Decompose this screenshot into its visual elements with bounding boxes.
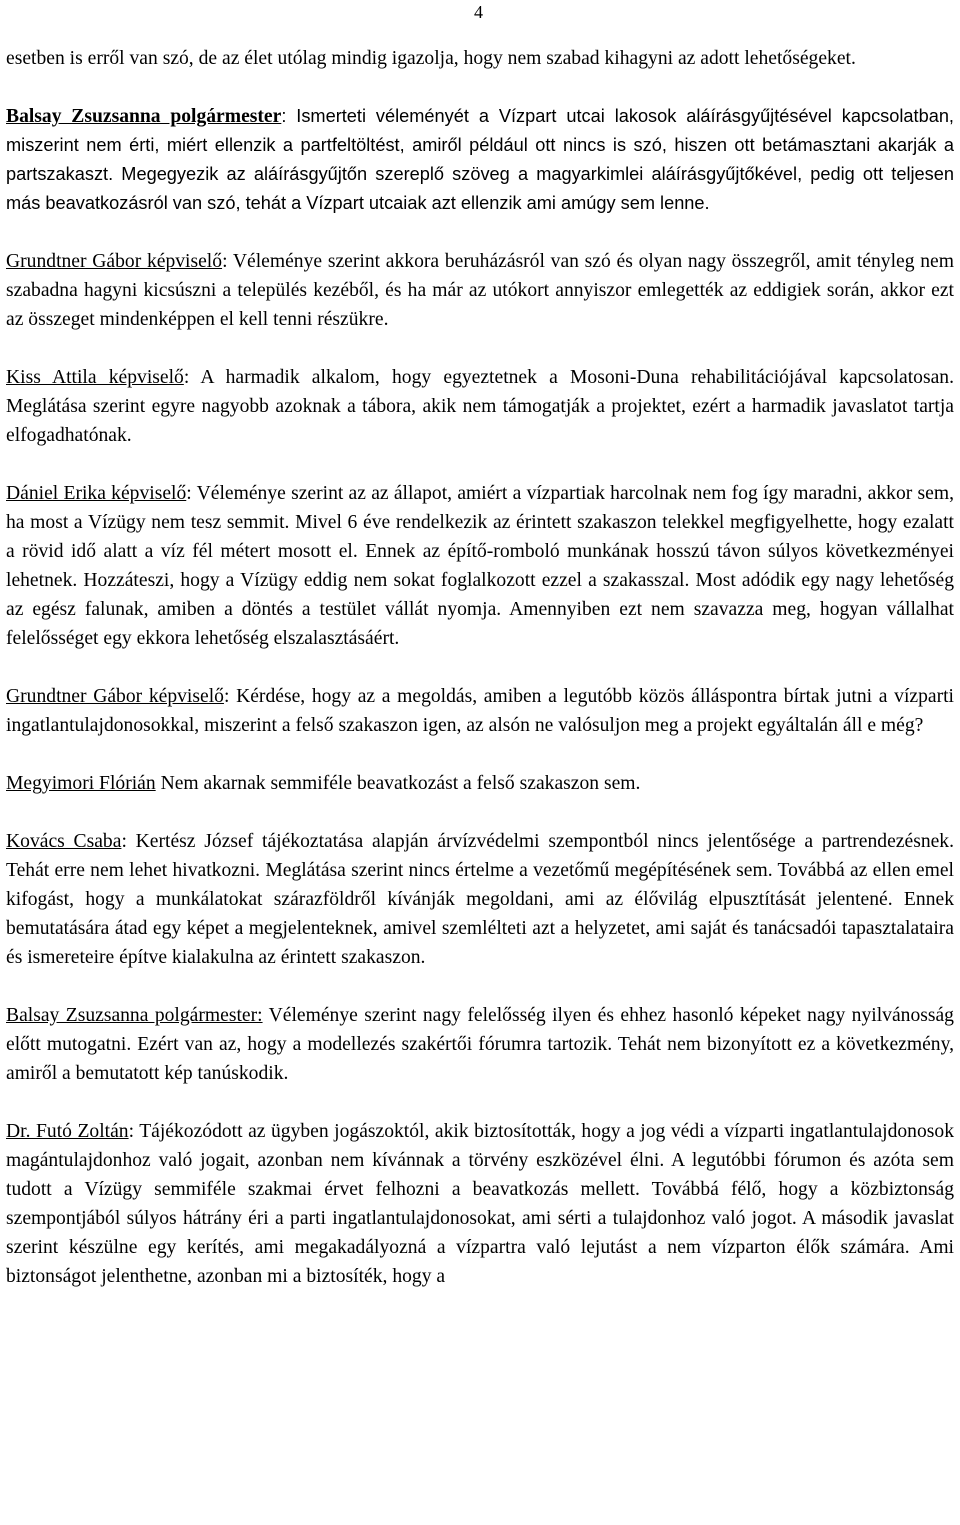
paragraph-text: Megegyezik az aláírásgyűjtőn szereplő szöveg a magyarkimlei aláírásgyűjtőkével, pedig ott teljesen más beavatkozásról van szó, tehát a Vízpart utcaiak azt ellenzik ami amúgy sem lenne. — [6, 164, 954, 213]
paragraph — [6, 827, 954, 972]
paragraph-text: : Kertész József tájékoztatása alapján árvízvédelmi szempontból nincs jelentősége a partrendezésnek. Tehát erre nem lehet hivatkozni. Meglátása szerint nincs értelme a vezetőmű megépítésének sem. Továbbá az ellen emel kifogást, hogy a munkálatokat szárazföldről kívánják megoldani, ami az élővilág elpusztítását jelentené. Ennek bemutatására átad egy képet a megjelenteknek, amivel szemlélteti azt a helyzetet, ami saját és tanácsadói tapasztalataira és ismereteire építve kialakulna az érintett szakaszon. — [6, 831, 955, 968]
paragraph — [6, 44, 954, 73]
paragraph-text: : Véleménye szerint az az állapot, amiért a vízpartiak harcolnak nem fog így maradni, akkor sem, ha most a Vízügy nem tesz semmit. Mivel 6 éve rendelkezik az érintett szakaszon telekkel megfigyelhette, hogy ezalatt a rövid idő alatt a víz fél métert mosott el. Ennek az építő-romboló munkának hosszú távon súlyos következményei lehetnek. Hozzáteszi, hogy a Vízügy eddig nem sokat foglalkozott ezzel a szakasszal. Most adódik egy nagy lehetőség az egész falunak, amiben a döntés a testület vállát nyomja. Amennyiben ezt nem szavazza meg, hogyan vállalhat felelősséget egy ekkora lehetőség elszalasztásáért. — [6, 483, 954, 649]
paragraph — [6, 769, 954, 798]
speaker-name: Grundtner Gábor képviselő — [6, 251, 223, 272]
paragraph-text: Nem akarnak semmiféle beavatkozást a felső szakaszon sem. — [155, 773, 641, 794]
paragraph — [6, 247, 954, 334]
paragraph-text: : Tájékozódott az ügyben jogászoktól, akik biztosították, hogy a jog védi a vízparti ingatlantulajdonosok magántulajdonhoz való jogait, azonban nem kívánnak a törvény eszközével élni. A legutóbbi fórumon és azóta sem tudott a Vízügy semmiféle szakmai érvet felhozni a beavatkozás mellett. Továbbá félő, hogy a közbiztonság szempontjából súlyos hátrány éri a parti ingatlantulajdonosokat, ami sérti a tulajdonhoz való jogot. A második javaslat szerint készülne egy kerítés, ami megakadályozná a vízpartra való lejutást a nem vízparton élők számára. Ami biztonságot jelenthetne, azonban mi a biztosíték, hogy a — [6, 1121, 954, 1287]
speaker-name: Dániel Erika képviselő — [6, 483, 187, 504]
document-body — [6, 44, 954, 1291]
paragraph-text: : Ismerteti véleményét a Vízpart utcai lakosok aláírásgyűjtésével kapcsolatban, miszerint nem érti, miért ellenzik a partfeltöltést, amiről például ott nincs is szó, hiszen ott betámasztani akarják a partszakaszt. — [6, 106, 954, 184]
paragraph — [6, 479, 954, 653]
paragraph — [6, 363, 954, 450]
page-number: 4 — [474, 2, 483, 22]
speaker-name: Grundtner Gábor képviselő — [6, 686, 224, 707]
speaker-name: Kovács Csaba — [6, 831, 122, 852]
paragraph-text: : Véleménye szerint akkora beruházásról van szó és olyan nagy összegről, amit tényleg nem szabadna hagyni kicsúszni a település kezéből, és ha már az utókort annyiszor emlegették az eddigiek során, akkor ezt az összeget mindenképpen el kell tenni részükre. — [6, 251, 954, 330]
speaker-name: Balsay Zsuzsanna polgármester: — [6, 1005, 263, 1026]
speaker-name: Balsay Zsuzsanna polgármester — [6, 106, 282, 127]
speaker-name: Kiss Attila képviselő — [6, 367, 184, 388]
speaker-name: Megyimori Flórián — [6, 773, 156, 794]
paragraph-text: : Kérdése, hogy az a megoldás, amiben a legutóbb közös álláspontra bírtak jutni a vízparti ingatlantulajdonosokkal, miszerint a felső szakaszon igen, az alsón ne valósuljon meg a projekt egyáltalán áll e még? — [6, 686, 955, 736]
paragraph-text: Véleménye szerint nagy felelősség ilyen és ehhez hasonló képeket nagy nyilvánosság előtt mutogatni. Ezért van az, hogy a modellezés szakértői fórumra tartozik. Tehát nem bizonyított ez a következmény, amiről a bemutatott kép tanúskodik. — [6, 1005, 954, 1084]
paragraph — [6, 1117, 954, 1291]
paragraph — [6, 102, 954, 218]
paragraph-text: esetben is erről van szó, de az élet utólag mindig igazolja, hogy nem szabad kihagyni az adott lehetőségeket. — [6, 48, 856, 69]
paragraph — [6, 1001, 954, 1088]
paragraph — [6, 682, 954, 740]
speaker-name: Dr. Futó Zoltán — [6, 1121, 129, 1142]
paragraph-text: : A harmadik alkalom, hogy egyeztetnek a Mosoni-Duna rehabilitációjával kapcsolatosan. Meglátása szerint egyre nagyobb azoknak a tábora, akik nem támogatják a projektet, ezért a harmadik javaslatot tartja elfogadhatónak. — [6, 367, 954, 446]
